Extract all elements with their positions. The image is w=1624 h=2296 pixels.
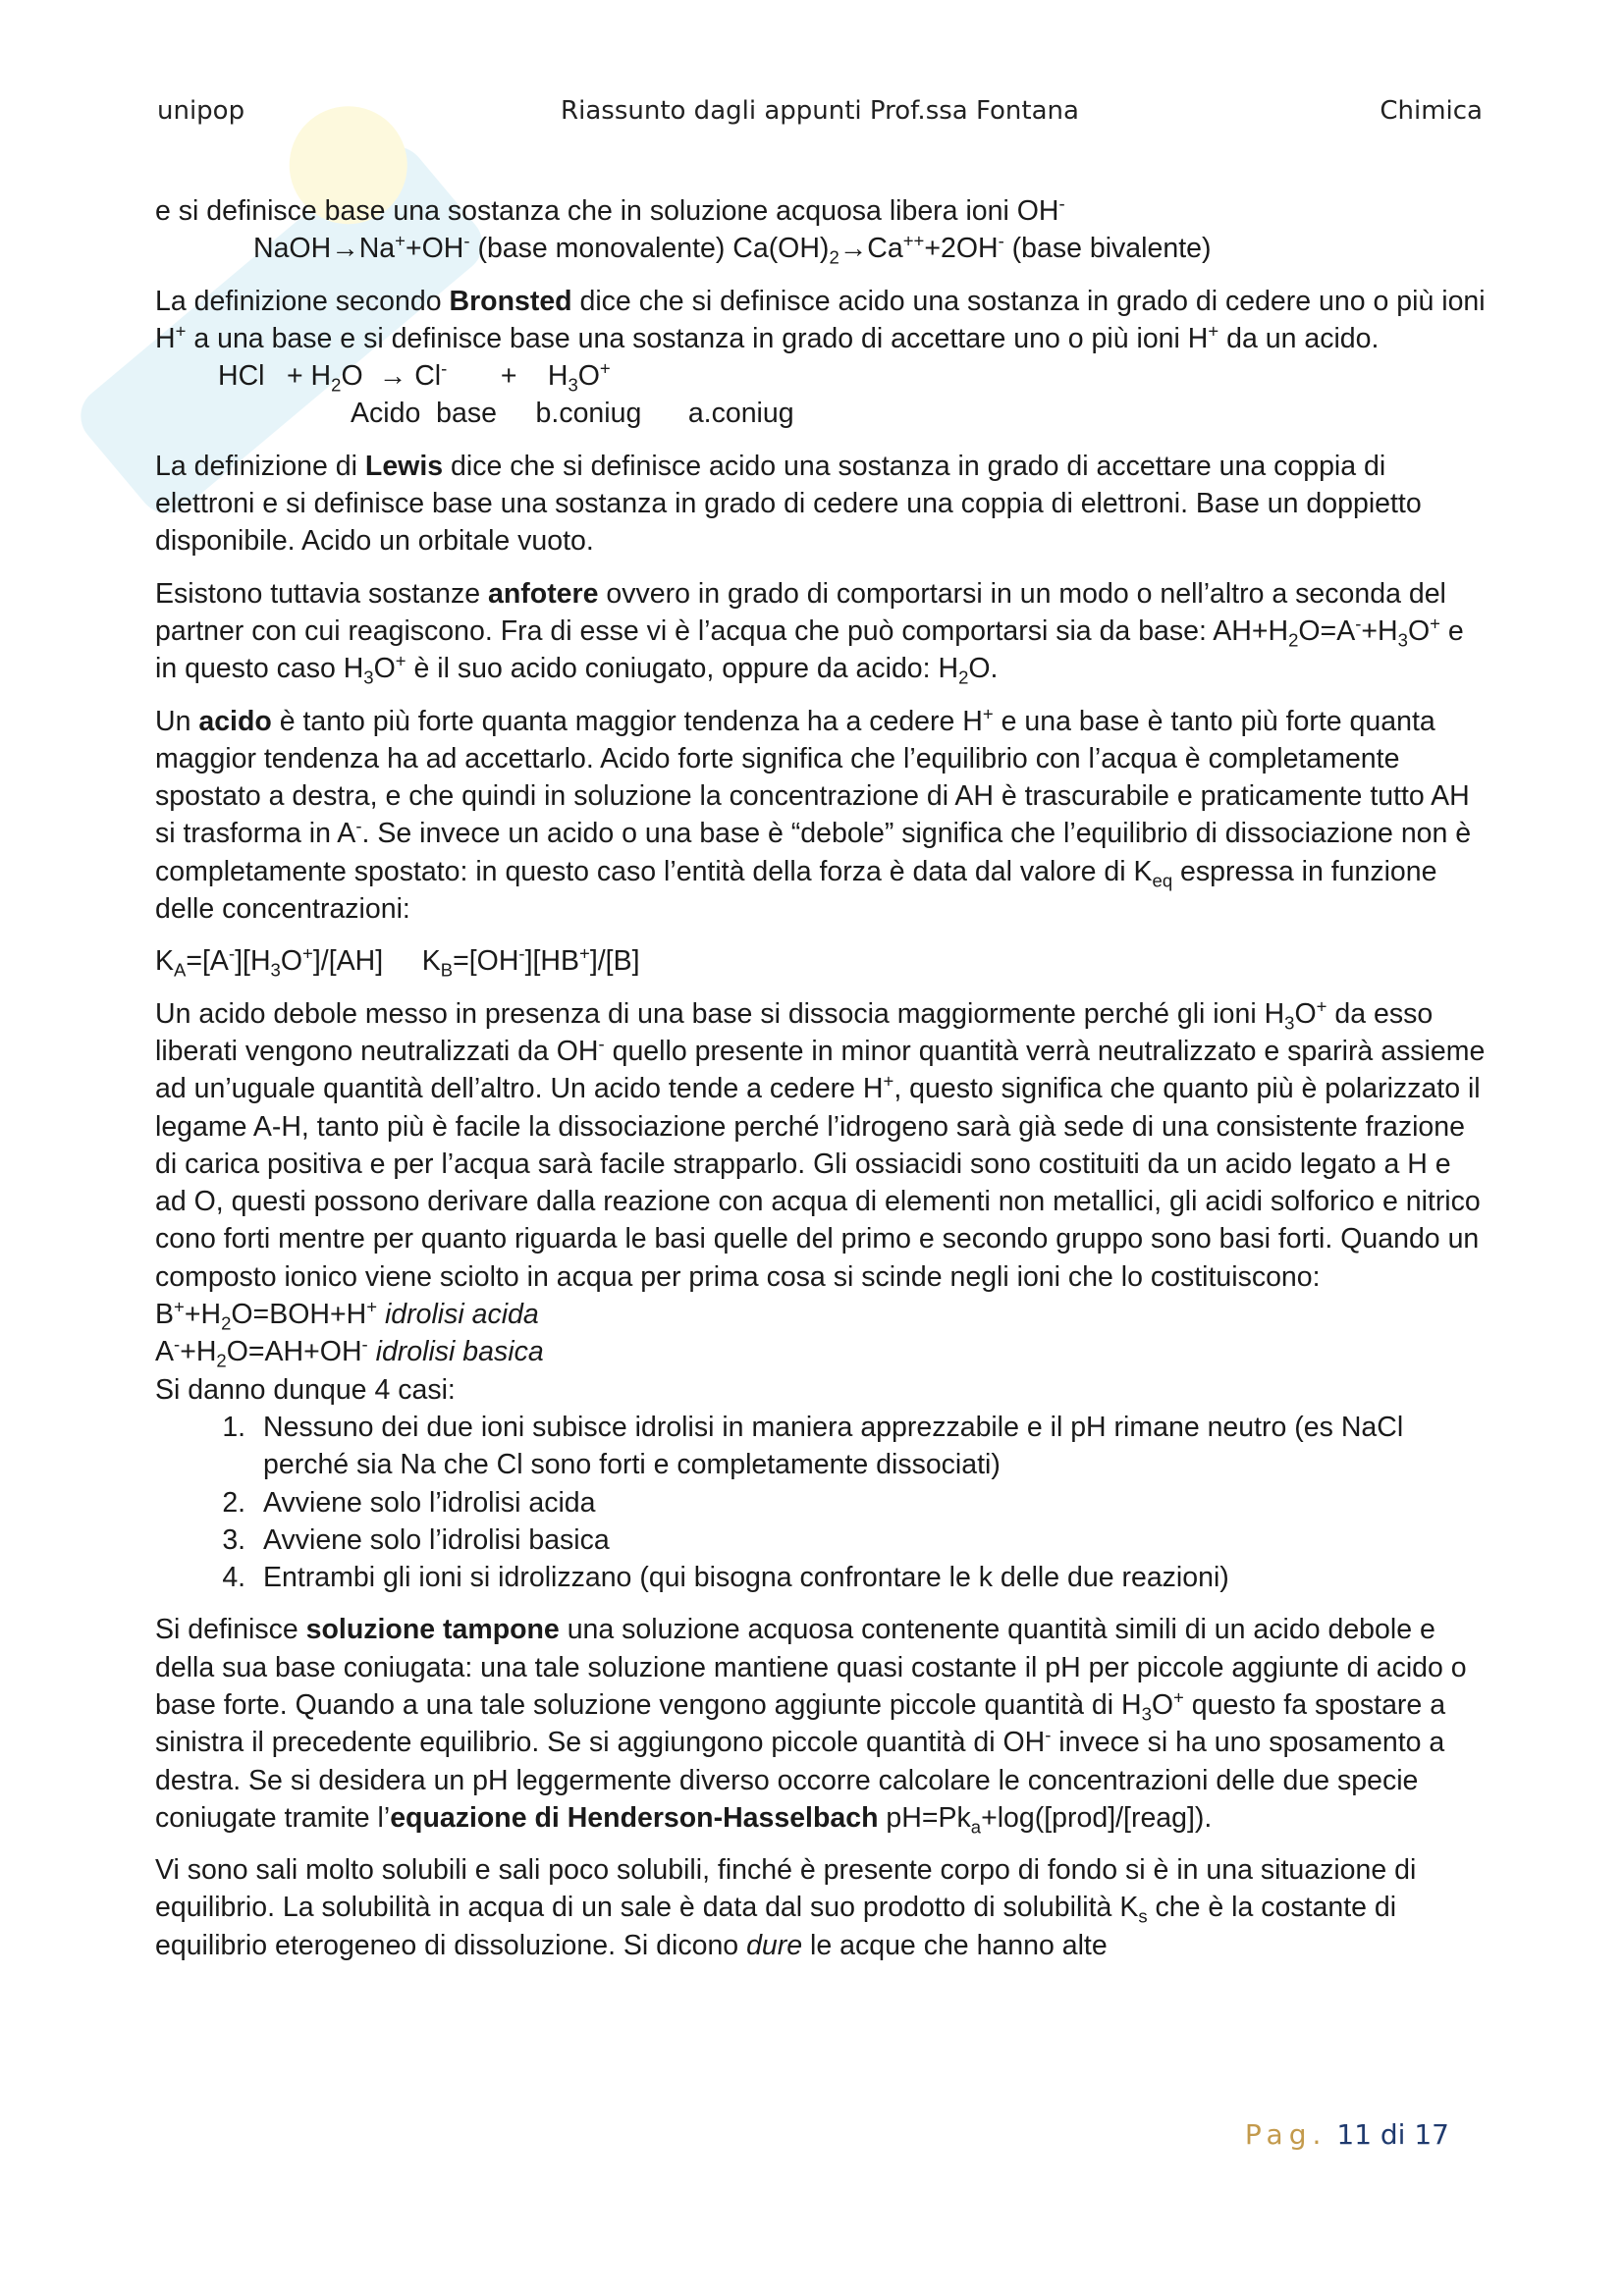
list-item: 3. Avviene solo l’idrolisi basica — [253, 1522, 1487, 1559]
arrhenius-examples: NaOH→Na++OH- (base monovalente) $Ca(OH)_2\to Ca^{++}+2OH^-$ (base bivalente) — [253, 230, 1212, 268]
header-subject: Chimica — [1380, 96, 1483, 126]
paragraph-lewis: La definizione di Lewis dice che si definisce acido una sostanza in grado di accettare una coppia di elettroni e si definisce base una sostanza in grado di cedere una coppia di elettroni. Base un doppietto disponibile. Acido un orbitale vuoto. — [155, 450, 1422, 558]
page-header — [157, 96, 1483, 135]
cases-intro: Si danno dunque 4 casi: — [155, 1373, 456, 1406]
paragraph-anfotere: Esistono tuttavia sostanze anfotere ovvero in grado di comportarsi in un modo o nell’altro a seconda del partner con cui reagiscono. Fra di esse vi è l’acqua che può comportarsi sia da base: $AH+H_2O=A^-+H_3O^+$ e in questo caso $H_3O^+$ è il suo acido coniugato, oppure da acido: $H_2O$. — [155, 577, 1464, 688]
bronsted-equation: HCl + $H_2O \to Cl^- + H_3O^+$ — [218, 357, 611, 396]
bronsted-labels: Acido base b.coniug a.coniug — [351, 398, 794, 430]
paragraph-debole: Un acido debole messo in presenza di una base si dissocia maggiormente perché gli ioni $H_3O^+$ da esso liberati vengono neutralizzati da OH- quello presente in minor quantità verrà neutralizzato e sparirà assieme ad un’uguale quantità dell’altro. Un acido tende a cedere H+, questo significa che quanto più è polarizzato il legame A-H, tanto più è facile la dissociazione perché l’idrogeno sarà già sede di una consistente frazione di carica positiva e per l’acqua sarà facile strapparlo. Gli ossiacidi sono costituiti da un acido legato a H e ad O, questi possono derivare dalla reazione con acqua di elementi non metallici, gli acidi solforico e nitrico cono forti mentre per quanto riguarda le basi quelle del primo e secondo gruppo sono basi forti. Quando un composto ionico viene sciolto in acqua per prima cosa si scinde negli ioni che lo costituiscono: — [155, 995, 1486, 1293]
ka-kb-formulas: $K_A=[A^-][H_3O^+]/[AH]$ $K_B=[OH^-][HB^+]/[B]$ — [155, 942, 640, 982]
header-title: Riassunto dagli appunti Prof.ssa Fontana — [561, 96, 1079, 126]
header-left: unipop — [157, 96, 245, 126]
paragraph-sali: Vi sono sali molto solubili e sali poco solubili, finché è presente corpo di fondo si è in una situazione di equilibrio. La solubilità in acqua di un sale è data dal suo prodotto di solubilità $K_s$ che è la costante di equilibrio eterogeneo di dissoluzione. Si dicono dure le acque che hanno alte — [155, 1854, 1417, 1961]
list-item: 4. Entrambi gli ioni si idrolizzano (qui bisogna confrontare le k delle due reazioni) — [253, 1559, 1487, 1596]
paragraph-acido: Un acido è tanto più forte quanta maggior tendenza ha a cedere H+ e una base è tanto più forte quanta maggior tendenza ha ad accettarlo. Acido forte significa che l’equilibrio con l’acqua è completamente spostato a destra, e che quindi in soluzione la concentrazione di AH è trascurabile e praticamente tutto AH si trasforma in A-. Se invece un acido o una base è “debole” significa che l’equilibrio di dissociazione non è completamente spostato: in questo caso l’entità della forza è data dal valore di $K_{eq}$ espressa in funzione delle concentrazioni: — [155, 703, 1472, 926]
page-footer — [1245, 2118, 1449, 2151]
list-item: 1. Nessuno dei due ioni subisce idrolisi in maniera apprezzabile e il pH rimane neutro (es NaCl perché sia Na che Cl sono forti e completamente dissociati) — [253, 1409, 1487, 1484]
page-label: Pag. — [1244, 2118, 1327, 2151]
document-body — [155, 192, 1487, 1979]
page-number: 11 di 17 — [1336, 2118, 1449, 2151]
hydrolysis-acid: $B^++H_2O=BOH+H^+$ idrolisi acida — [155, 1296, 539, 1334]
cases-list — [155, 1409, 1487, 1596]
paragraph-arrhenius: e si definisce base una sostanza che in soluzione acquosa libera ioni OH- — [155, 192, 1065, 227]
paragraph-bronsted: La definizione secondo Bronsted dice che si definisce acido una sostanza in grado di cedere uno o più ioni H+ a una base e si definisce base una sostanza in grado di accettare uno o più ioni H+ da un acido. HCl + $H_2O \to Cl^- + H_3O^+$ Acido base b.coniug a.coniug — [155, 283, 1487, 433]
hydrolysis-base: $A^-+H_2O=AH+OH^-$ idrolisi basica — [155, 1333, 544, 1371]
list-item: 2. Avviene solo l’idrolisi acida — [253, 1484, 1487, 1522]
paragraph-tampone: Si definisce soluzione tampone una soluzione acquosa contenente quantità simili di un acido debole e della sua base coniugata: una tale soluzione mantiene quasi costante il pH per piccole aggiunte di acido o base forte. Quando a una tale soluzione vengono aggiunte piccole quantità di $H_3O^+$ questo fa spostare a sinistra il precedente equilibrio. Se si aggiungono piccole quantità di OH- invece si ha uno sposamento a destra. Se si desidera un pH leggermente diverso occorre calcolare le concentrazioni delle due specie coniugate tramite l’equazione di Henderson-Hasselbach $pH=Pk_a+\log([prod]/[reag])$. — [155, 1614, 1467, 1838]
